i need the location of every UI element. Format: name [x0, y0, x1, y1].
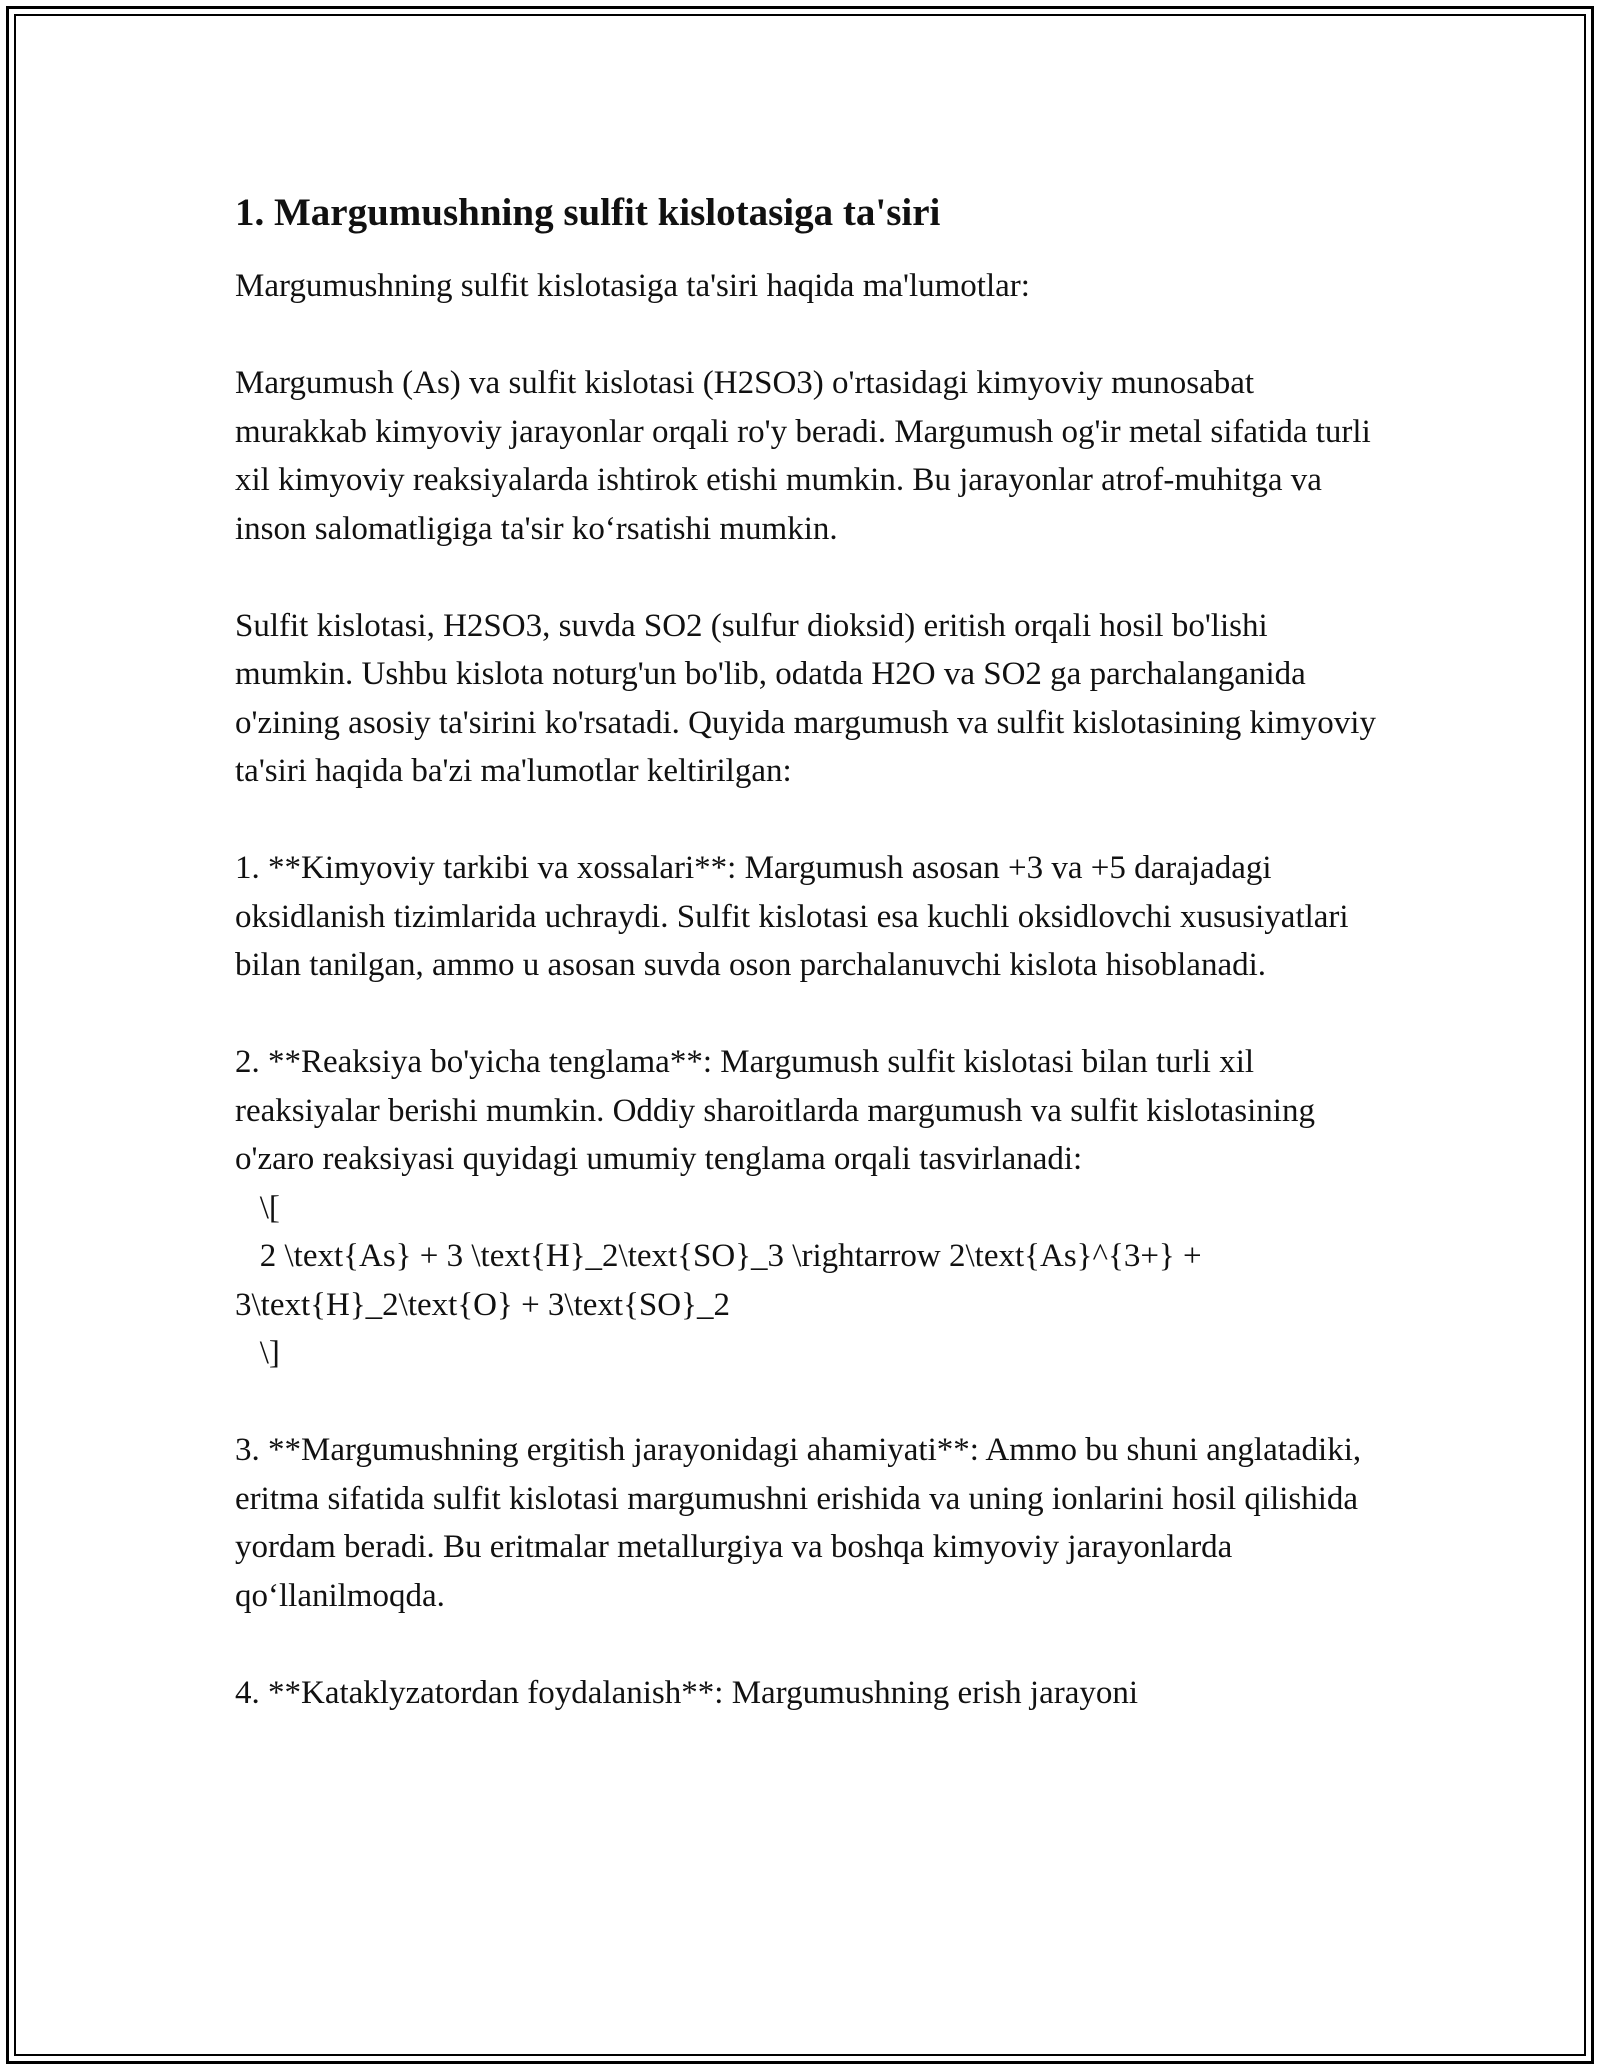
- document-title: 1. Margumushning sulfit kislotasiga ta'siri: [235, 191, 941, 234]
- list-item-composition: 1. **Kimyoviy tarkibi va xossalari**: Margumush asosan +3 va +5 darajadagi oksidlanish tizimlarida uchraydi. Sulfit kislotasi esa kuchli oksidlovchi xususiyatlari bilan tanilgan, ammo u asosan suvda oson parchalanuvchi kislota hisoblanadi.: [235, 850, 1357, 983]
- list-item-catalyst: 4. **Kataklyzatordan foydalanish**: Margumushning erish jarayoni: [235, 1674, 1139, 1711]
- formula-close: \]: [235, 1335, 280, 1371]
- paragraph-sulfurous-acid: Sulfit kislotasi, H2SO3, suvda SO2 (sulfur dioksid) eritish orqali hosil bo'lishi mumkin. Ushbu kislota noturg'un bo'lib, odatda H2O va SO2 ga parchalanganida o'zining asosiy ta'sirini ko'rsatadi. Quyida margumush va sulfit kislotasining kimyoviy ta'siri haqida ba'zi ma'lumotlar keltirilgan:: [235, 607, 1385, 789]
- intro-paragraph: Margumushning sulfit kislotasiga ta'siri haqida ma'lumotlar:: [235, 268, 1030, 304]
- formula-open: \[: [235, 1189, 280, 1226]
- list-item-reaction: 2. **Reaksiya bo'yicha tenglama**: Margumush sulfit kislotasi bilan turli xil reaksiyalar berishi mumkin. Oddiy sharoitlarda margumush va sulfit kislotasining o'zaro reaksiyasi quyidagi umumiy tenglama orqali tasvirlanadi:: [235, 1044, 1324, 1177]
- formula-body: 2 \text{As} + 3 \text{H}_2\text{SO}_3 \rightarrow 2\text{As}^{3+} + 3\text{H}_2\text{O} + 3\text{SO}_2: [235, 1238, 1210, 1323]
- document-body: [235, 188, 1385, 1766]
- paragraph-arsenic-relation: Margumush (As) va sulfit kislotasi (H2SO3) o'rtasidagi kimyoviy munosabat murakkab kimyoviy jarayonlar orqali ro'y beradi. Margumush og'ir metal sifatida turli xil kimyoviy reaksiyalarda ishtirok etishi mumkin. Bu jarayonlar atrof-muhitga va inson salomatligiga ta'sir ko‘rsatishi mumkin.: [235, 365, 1379, 547]
- list-item-dissolution: 3. **Margumushning ergitish jarayonidagi ahamiyati**: Ammo bu shuni anglatadiki, eritma sifatida sulfit kislotasi margumushni erishida va uning ionlarini hosil qilishida yordam beradi. Bu eritmalar metallurgiya va boshqa kimyoviy jarayonlarda qo‘llanilmoqda.: [235, 1432, 1370, 1614]
